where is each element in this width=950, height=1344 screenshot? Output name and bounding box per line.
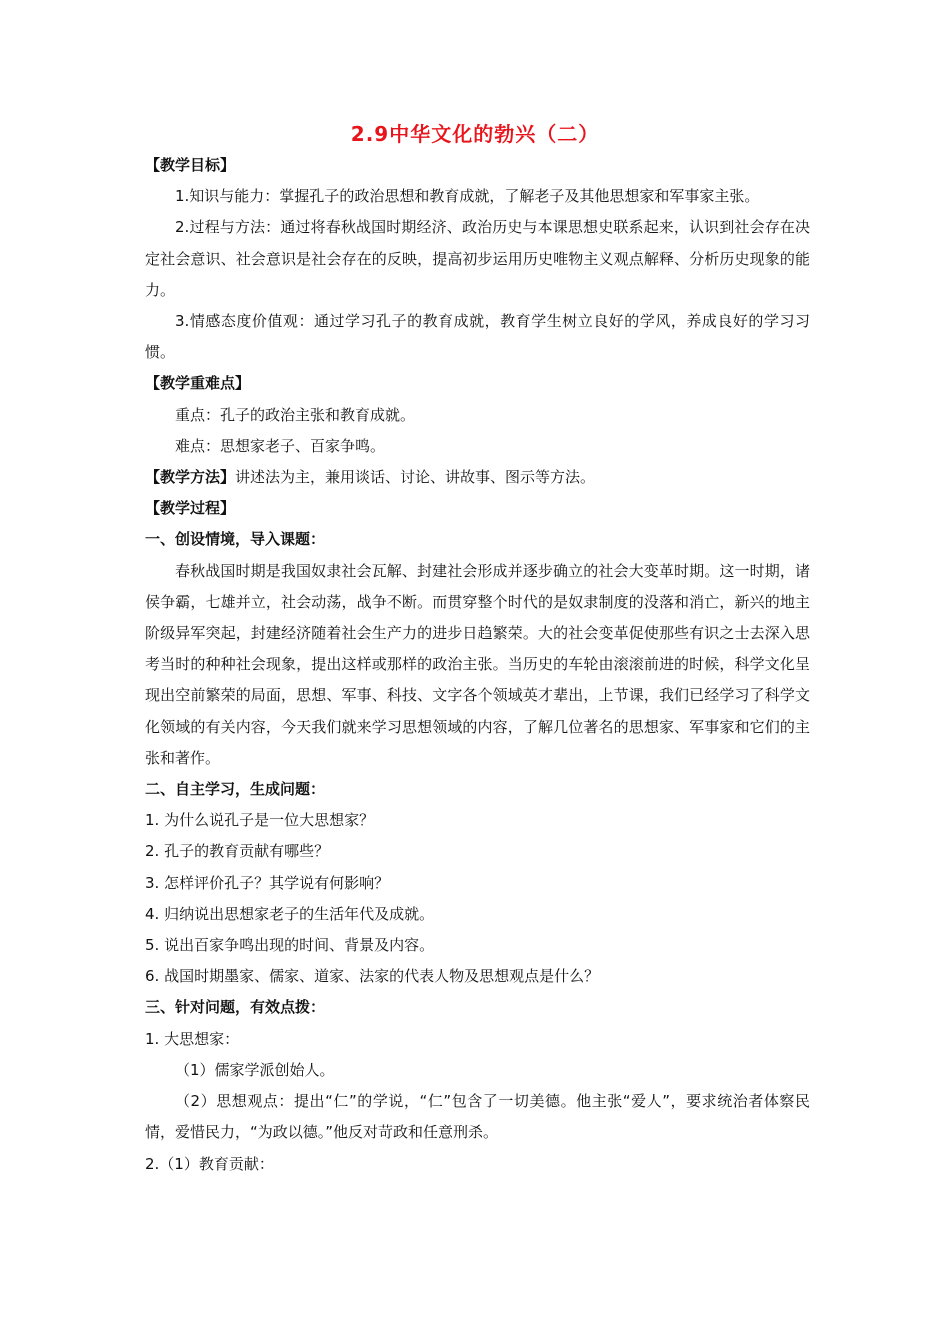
- objective-3: 3.情感态度价值观：通过学习孔子的教育成就，教育学生树立良好的学风，养成良好的学习习惯。: [145, 312, 810, 362]
- question-item: 4. 归纳说出思想家老子的生活年代及成就。: [145, 904, 435, 923]
- methods-paragraph: [145, 462, 810, 493]
- document-body: [145, 150, 810, 1180]
- objective-1: 1.知识与能力：掌握孔子的政治思想和教育成就，了解老子及其他思想家和军事家主张。: [175, 187, 760, 206]
- question-item: 3. 怎样评价孔子？其学说有何影响？: [145, 873, 390, 892]
- question-item: 6. 战国时期墨家、儒家、道家、法家的代表人物及思想观点是什么？: [145, 967, 600, 986]
- point-1: 1. 大思想家：: [145, 1029, 240, 1048]
- key-points-heading: 【教学重难点】: [145, 374, 251, 393]
- question-item: 1. 为什么说孔子是一位大思想家？: [145, 811, 375, 830]
- objective-2: 2.过程与方法：通过将春秋战国时期经济、政治历史与本课思想史联系起来，认识到社会存在决定社会意识、社会意识是社会存在的反映，提高初步运用历史唯物主义观点解释、分析历史现象的能力。: [145, 218, 810, 299]
- step3-heading: 三、针对问题，有效点拨：: [145, 998, 326, 1017]
- methods-heading: 【教学方法】: [145, 468, 236, 487]
- point-1b: （2）思想观点：提出“仁”的学说，“仁”包含了一切美德。他主张“爱人”，要求统治者体察民情，爱惜民力，“为政以德。”他反对苛政和任意刑杀。: [145, 1092, 810, 1142]
- point-1a: （1）儒家学派创始人。: [175, 1060, 335, 1079]
- page-title: 2.9中华文化的勃兴（二）: [350, 122, 600, 146]
- difficult-point: 难点：思想家老子、百家争鸣。: [175, 436, 386, 455]
- question-item: 5. 说出百家争鸣出现的时间、背景及内容。: [145, 936, 435, 955]
- process-heading: 【教学过程】: [145, 499, 236, 518]
- question-item: 2. 孔子的教育贡献有哪些？: [145, 842, 330, 861]
- step1-text: 春秋战国时期是我国奴隶社会瓦解、封建社会形成并逐步确立的社会大变革时期。这一时期，诸侯争霸，七雄并立，社会动荡，战争不断。而贯穿整个时代的是奴隶制度的没落和消亡，新兴的地主阶级异军突起，封建经济随着社会生产力的进步日趋繁荣。大的社会变革促使那些有识之士去深入思考当时的种种社会现象，提出这样或那样的政治主张。当历史的车轮由滚滚前进的时候，科学文化呈现出空前繁荣的局面，思想、军事、科技、文字各个领域英才辈出，上节课，我们已经学习了科学文化领域的有关内容，今天我们就来学习思想领域的内容，了解几位著名的思想家、军事家和它们的主张和著作。: [145, 561, 810, 767]
- methods-text: 讲述法为主，兼用谈话、讨论、讲故事、图示等方法。: [235, 468, 596, 487]
- point-2: 2.（1）教育贡献：: [145, 1154, 274, 1173]
- step2-heading: 二、自主学习，生成问题：: [145, 780, 326, 799]
- step1-heading: 一、创设情境，导入课题：: [145, 530, 326, 549]
- objectives-heading: 【教学目标】: [145, 156, 236, 174]
- key-point: 重点：孔子的政治主张和教育成就。: [175, 405, 416, 424]
